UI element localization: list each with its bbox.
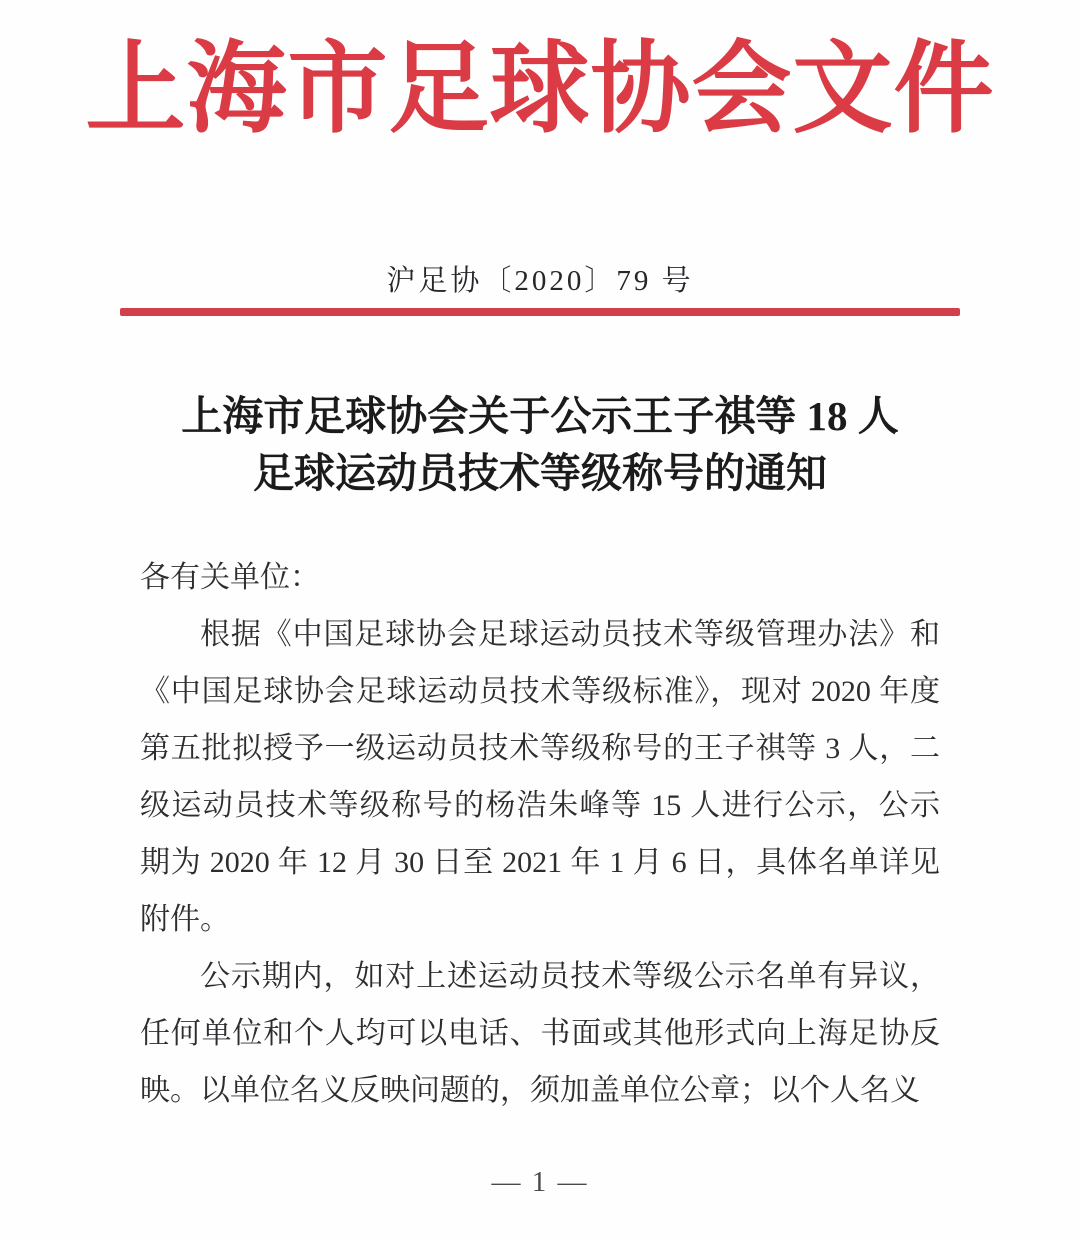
paragraph-lines (140, 606, 940, 1119)
page-number: — 1 — (491, 1166, 589, 1198)
body-text-line: 《中国足球协会足球运动员技术等级标准》，现对 2020 年度 (140, 675, 940, 708)
body-text-line: 映。以单位名义反映问题的，须加盖单位公章；以个人名义 (140, 1074, 920, 1107)
body-text-line: 附件。 (140, 903, 230, 936)
notice-title-line-1: 上海市足球协会关于公示王子祺等 18 人 (181, 393, 899, 439)
body-text-line: 公示期内，如对上述运动员技术等级公示名单有异议， (200, 960, 940, 993)
salutation: 各有关单位： (140, 561, 320, 594)
notice-title (90, 388, 990, 502)
notice-title-line-2: 足球运动员技术等级称号的通知 (253, 450, 827, 496)
red-divider-line (120, 308, 960, 316)
body-text (140, 549, 940, 1119)
document-number: 沪足协〔2020〕79 号 (386, 265, 694, 297)
body-text-line: 任何单位和个人均可以电话、书面或其他形式向上海足协反 (140, 1017, 940, 1050)
body-text-line: 第五批拟授予一级运动员技术等级称号的王子祺等 3 人，二 (140, 732, 940, 765)
body-text-line: 根据《中国足球协会足球运动员技术等级管理办法》和 (200, 618, 940, 651)
red-letterhead-title: 上海市足球协会文件 (85, 34, 995, 145)
body-text-line: 期为 2020 年 12 月 30 日至 2021 年 1 月 6 日，具体名单详见 (140, 846, 940, 879)
body-text-line: 级运动员技术等级称号的杨浩朱峰等 15 人进行公示，公示 (140, 789, 940, 822)
